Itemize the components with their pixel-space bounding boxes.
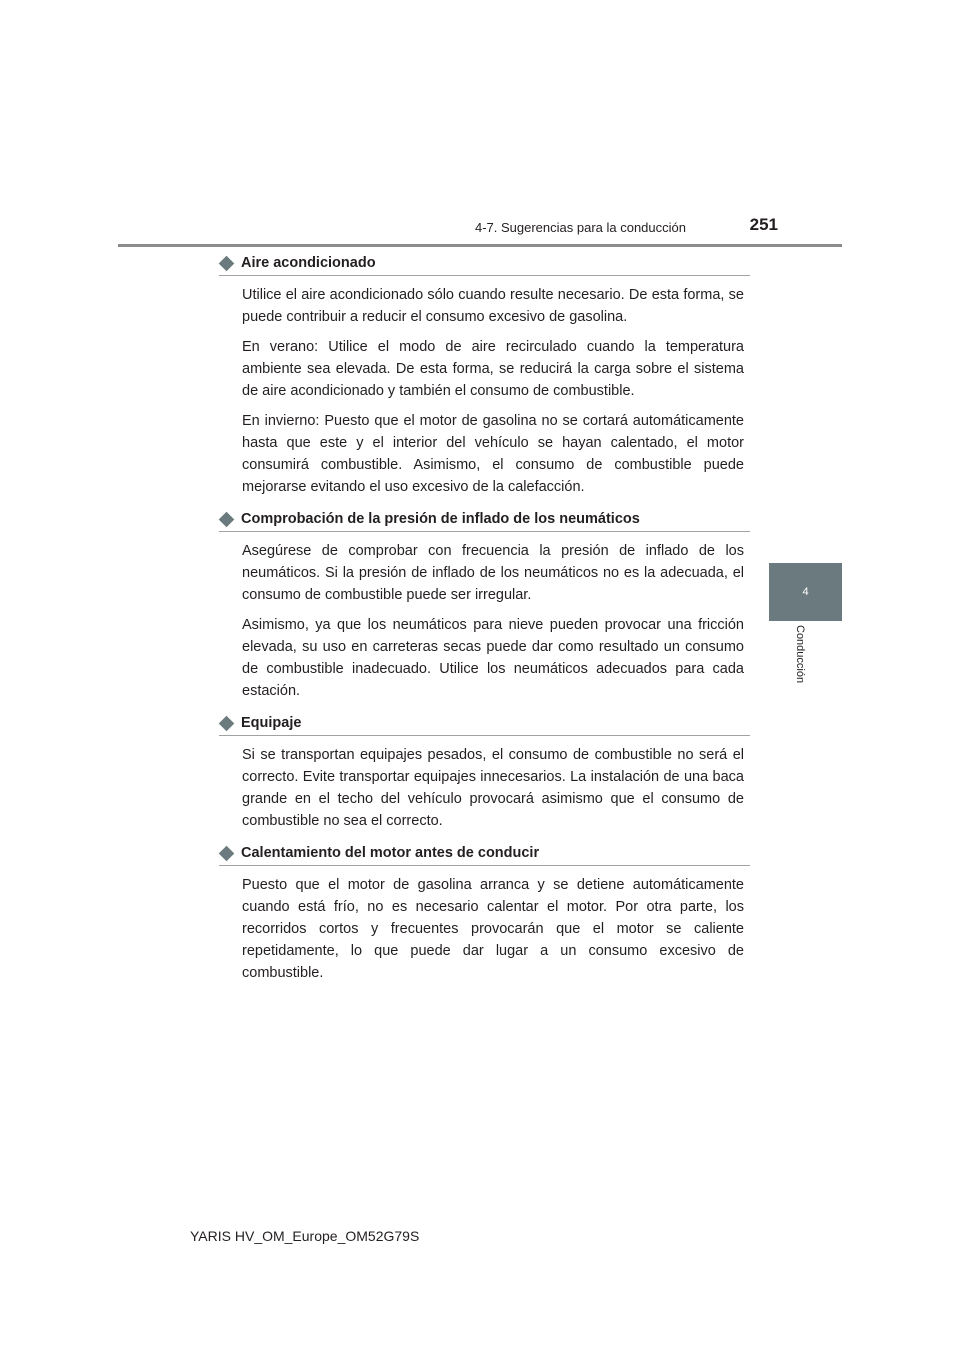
paragraph: Utilice el aire acondicionado sólo cuando resulte necesario. De esta forma, se puede contribuir a reducir el consumo excesivo de gasolina. — [242, 287, 744, 325]
diamond-bullet-icon — [219, 511, 235, 527]
section-heading — [219, 842, 750, 866]
paragraph: Puesto que el motor de gasolina arranca y se detiene automáticamente cuando está frío, no es necesario calentar el motor. Por otra parte, los recorridos cortos y frecuentes provocarán que el motor se caliente repetidamente, lo que puede dar lugar a un consumo excesivo de combustible. — [242, 877, 744, 981]
section-aire-acondicionado — [219, 252, 750, 498]
section-title: 4-7. Sugerencias para la conducción — [474, 220, 686, 235]
paragraph: Si se transportan equipajes pesados, el consumo de combustible no será el correcto. Evite transportar equipajes innecesarios. La instalación de una baca grande en el techo del vehículo provocará asimismo que el consumo de combustible no sea el correcto. — [242, 747, 744, 829]
chapter-number: 4 — [802, 586, 809, 598]
section-equipaje — [219, 712, 750, 832]
diamond-bullet-icon — [219, 845, 235, 861]
diamond-bullet-icon — [219, 715, 235, 731]
section-heading — [219, 712, 750, 736]
heading-text: Calentamiento del motor antes de conducir — [241, 845, 540, 861]
heading-text: Aire acondicionado — [241, 255, 376, 271]
paragraph: Asimismo, ya que los neumáticos para nieve pueden provocar una fricción elevada, su uso en carreteras secas puede dar como resultado un consumo de combustible inadecuado. Utilice los neumáticos adecuados para cada estación. — [242, 617, 744, 699]
section-presion-neumaticos — [219, 508, 750, 702]
main-content — [219, 252, 750, 984]
section-heading — [219, 252, 750, 276]
heading-text: Comprobación de la presión de inflado de los neumáticos — [241, 511, 640, 527]
section-heading — [219, 508, 750, 532]
section-calentamiento-motor — [219, 842, 750, 984]
chapter-label: Conducción — [794, 625, 806, 684]
header-divider — [118, 244, 842, 247]
diamond-bullet-icon — [219, 255, 235, 271]
chapter-tab — [769, 563, 842, 621]
paragraph: En invierno: Puesto que el motor de gasolina no se cortará automáticamente hasta que este y el interior del vehículo se hayan calentado, el motor consumirá combustible. Asimismo, el consumo de combustible puede mejorarse evitando el uso excesivo de la calefacción. — [242, 413, 744, 495]
page-number: 251 — [749, 215, 778, 234]
footer-document-id: YARIS HV_OM_Europe_OM52G79S — [190, 1228, 420, 1244]
paragraph: En verano: Utilice el modo de aire recirculado cuando la temperatura ambiente sea elevada. De esta forma, se reducirá la carga sobre el sistema de aire acondicionado y también el consumo de combustible. — [242, 339, 744, 399]
heading-text: Equipaje — [241, 715, 302, 731]
paragraph: Asegúrese de comprobar con frecuencia la presión de inflado de los neumáticos. Si la presión de inflado de los neumáticos no es la adecuada, el consumo de combustible puede ser irregular. — [242, 543, 744, 603]
